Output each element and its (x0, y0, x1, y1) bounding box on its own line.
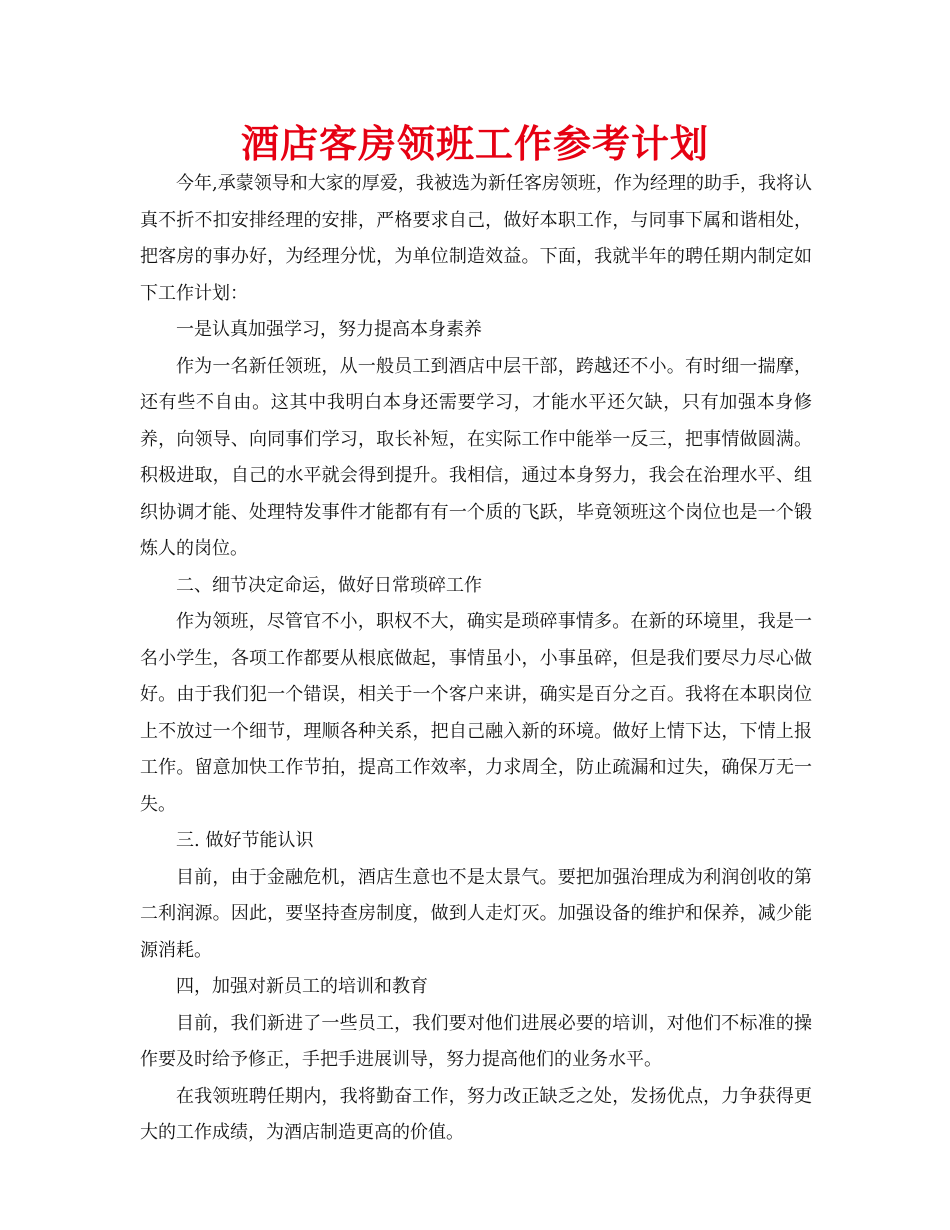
paragraph-section-2: 作为领班，尽管官不小，职权不大，确实是琐碎事情多。在新的环境里，我是一名小学生，各项工作都要从根底做起，事情虽小，小事虽碎，但是我们要尽力尽心做好。由于我们犯一个错误，相关于一个客户来讲，确实是百分之百。我将在本职岗位上不放过一个细节，理顺各种关系，把自己融入新的环境。做好上情下达，下情上报工作。留意加快工作节拍，提高工作效率，力求周全，防止疏漏和过失，确保万无一失。 (140, 611, 812, 815)
paragraph-section-3: 目前，由于金融危机，酒店生意也不是太景气。要把加强治理成为利润创收的第二利润源。因此，要坚持查房制度，做到人走灯灭。加强设备的维护和保养，减少能源消耗。 (140, 866, 812, 961)
document-title: 酒店客房领班工作参考计划 (240, 121, 709, 166)
paragraph-intro: 今年,承蒙领导和大家的厚爱，我被选为新任客房领班，作为经理的助手，我将认真不折不扣安排经理的安排，严格要求自己，做好本职工作，与同事下属和谐相处，把客房的事办好，为经理分忧，为单位制造效益。下面，我就半年的聘任期内制定如下工作计划： (140, 173, 812, 304)
section-heading-3: 三. 做好节能认识 (176, 830, 314, 851)
section-heading-4: 四，加强对新员工的培训和教育 (176, 976, 428, 997)
paragraph-section-1: 作为一名新任领班，从一般员工到酒店中层干部，跨越还不小。有时细一揣摩，还有些不自由。这其中我明白本身还需要学习，才能水平还欠缺，只有加强本身修养，向领导、向同事们学习，取长补短，在实际工作中能举一反三，把事情做圆满。积极进取，自己的水平就会得到提升。我相信，通过本身努力，我会在治理水平、组织协调才能、处理特发事件才能都有有一个质的飞跃，毕竟领班这个岗位也是一个锻炼人的岗位。 (140, 355, 812, 559)
paragraph-section-4: 目前，我们新进了一些员工，我们要对他们进展必要的培训，对他们不标准的操作要及时给予修正，手把手进展训导，努力提高他们的业务水平。 (140, 1012, 812, 1070)
section-heading-1: 一是认真加强学习，努力提高本身素养 (176, 319, 482, 340)
paragraph-conclusion: 在我领班聘任期内，我将勤奋工作，努力改正缺乏之处，发扬优点，力争获得更大的工作成绩，为酒店制造更高的价值。 (140, 1085, 812, 1143)
section-heading-2: 二、细节决定命运，做好日常琐碎工作 (176, 574, 482, 596)
document-body (140, 166, 812, 1152)
